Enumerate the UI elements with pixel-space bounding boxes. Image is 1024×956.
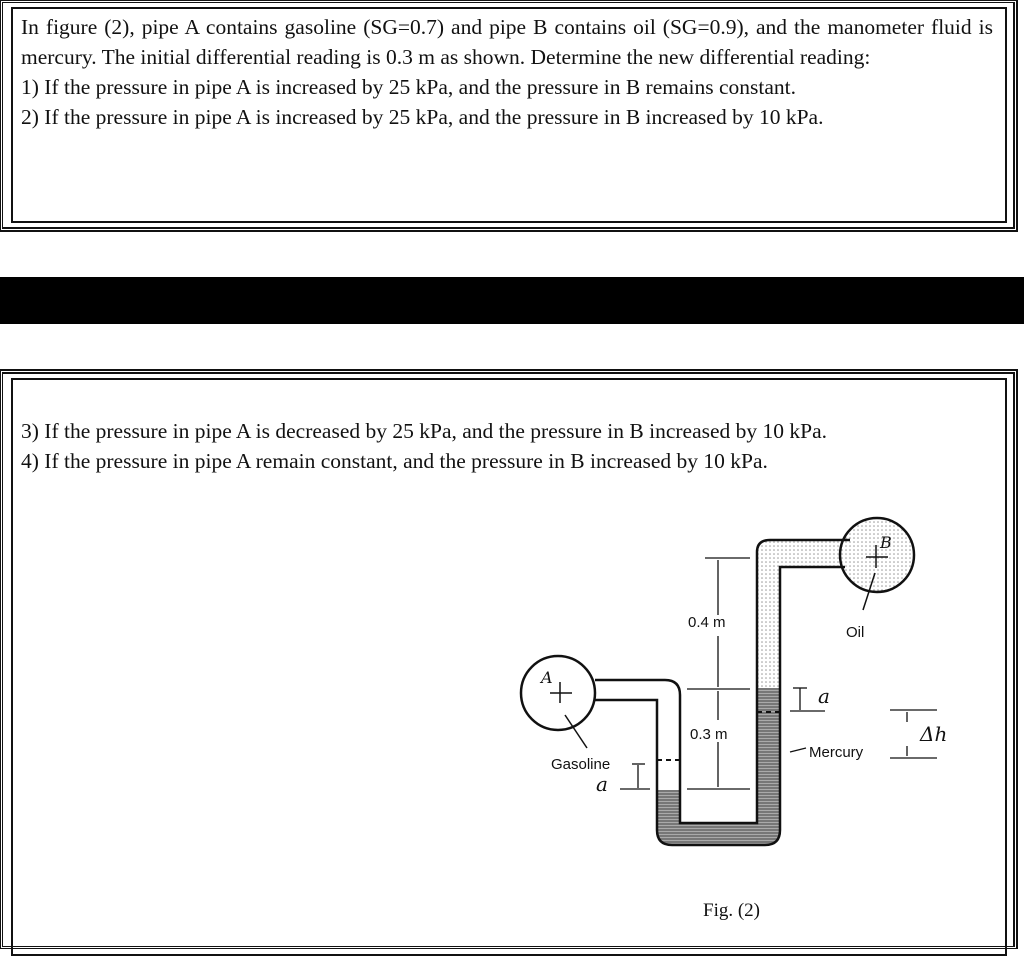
label-delta-h: Δh: [920, 722, 948, 746]
center-marks: [550, 545, 888, 748]
question-1: 1) If the pressure in pipe A is increased by 25 kPa, and the pressure in B remains constant.: [21, 75, 797, 99]
question-4: 4) If the pressure in pipe A remain constant, and the pressure in B increased by 10 kPa.: [21, 449, 768, 473]
label-a-right: a: [818, 684, 830, 708]
label-b-pipe: B: [880, 533, 892, 552]
label-mercury: Mercury: [809, 744, 864, 761]
question-3: 3) If the pressure in pipe A is decreased by 25 kPa, and the pressure in B increased by 10 kPa.: [21, 419, 828, 443]
problem-intro: In figure (2), pipe A contains gasoline (SG=0.7) and pipe B contains oil (SG=0.9), and the manometer fluid is mercury. The initial differential reading is 0.3 m as shown. Determine the new differential reading:: [21, 15, 993, 69]
label-gasoline: Gasoline: [551, 756, 611, 773]
label-oil: Oil: [846, 624, 865, 641]
figure-caption: Fig. (2): [703, 900, 760, 921]
label-a-pipe: A: [541, 668, 553, 687]
question-2: 2) If the pressure in pipe A is increased by 25 kPa, and the pressure in B increased by 10 kPa.: [21, 105, 824, 129]
dim-0-3m: 0.3 m: [690, 726, 728, 743]
dim-0-4m: 0.4 m: [688, 614, 726, 631]
label-a-left: a: [596, 772, 608, 796]
